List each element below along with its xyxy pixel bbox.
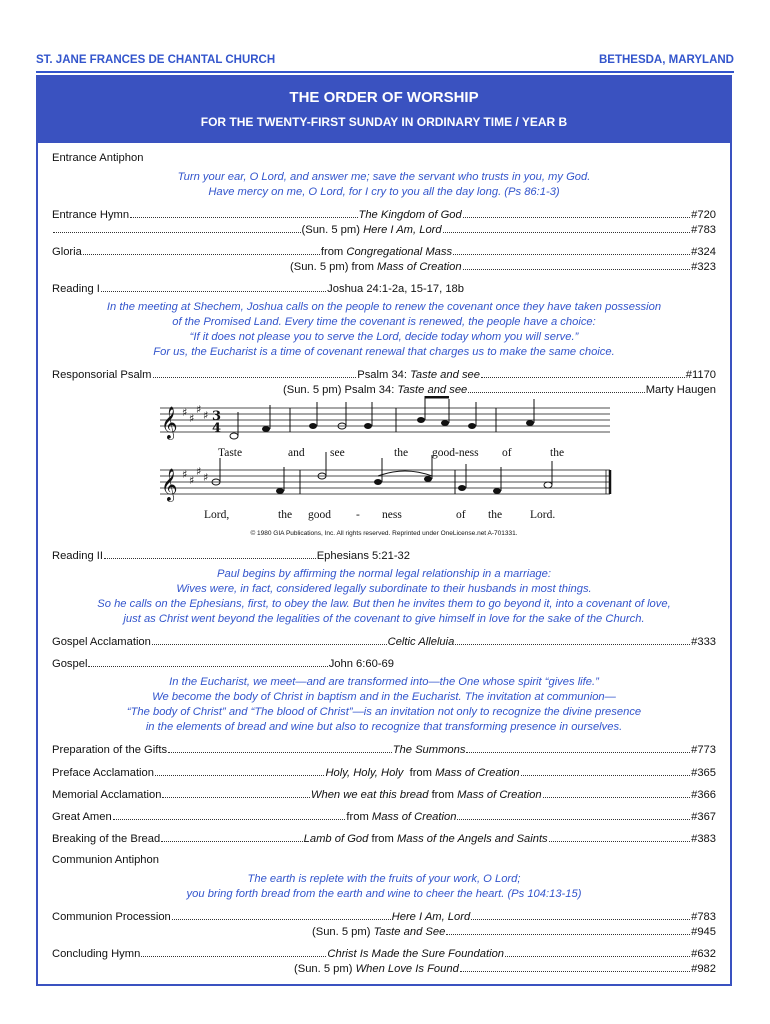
gospel-note: “The body of Christ” and “The blood of Christ”—is an invitation not only to recognize the divine presence xyxy=(126,706,642,718)
gloria-alt-title: Mass of Creation xyxy=(377,261,462,273)
communion-procession-title: Here I Am, Lord xyxy=(391,911,471,923)
gospel-acclamation-row xyxy=(52,634,716,649)
gospel-acclamation-number: #333 xyxy=(691,636,717,648)
concluding-alt-pre: (Sun. 5 pm) xyxy=(294,963,353,975)
breaking-row xyxy=(52,831,716,846)
breaking-number: #383 xyxy=(691,833,716,845)
lyric: the xyxy=(550,447,565,459)
entrance-antiphon-line: Have mercy on me, O Lord, for I cry to you all the day long. (Ps 86:1-3) xyxy=(208,186,560,198)
gospel-citation: John 6:60-69 xyxy=(328,658,394,670)
gloria-title: Congregational Mass xyxy=(346,246,453,258)
preparation-label: Preparation of the Gifts xyxy=(52,744,168,756)
preface-label: Preface Acclamation xyxy=(52,767,154,779)
svg-text:♯: ♯ xyxy=(203,471,209,484)
great-amen-label: Great Amen xyxy=(52,811,112,823)
reading2-note: So he calls on the Ephesians, first, to obey the law. But then he invites them to go beyond it, into a covenant of love, xyxy=(97,598,671,610)
entrance-hymn-label: Entrance Hymn xyxy=(52,209,130,221)
gloria-alt-pre: (Sun. 5 pm) from xyxy=(290,261,374,273)
memorial-row xyxy=(52,787,716,802)
communion-procession-label: Communion Procession xyxy=(52,911,171,923)
communion-procession-number: #783 xyxy=(691,911,716,923)
preface-number: #365 xyxy=(691,767,716,779)
lyric: of xyxy=(502,447,512,459)
lyric: see xyxy=(330,447,345,459)
lyric: ness xyxy=(382,509,402,521)
reading2-citation: Ephesians 5:21-32 xyxy=(316,550,410,562)
reading2-note: just as Christ went beyond the legalities of the covenant to give himself in love for the sake of the Church. xyxy=(123,613,645,625)
psalm-row xyxy=(52,367,716,382)
communion-procession-alt-pre: (Sun. 5 pm) xyxy=(312,926,371,938)
gospel-label: Gospel xyxy=(52,658,88,670)
great-amen-pre: from xyxy=(346,811,369,823)
psalm-pre: Psalm 34: xyxy=(357,369,407,381)
svg-text:♯: ♯ xyxy=(189,412,195,425)
lyric: Lord. xyxy=(530,509,556,521)
concluding-label: Concluding Hymn xyxy=(52,948,141,960)
communion-antiphon-line: The earth is replete with the fruits of your work, O Lord; xyxy=(247,873,521,885)
lyric: Taste xyxy=(218,447,243,459)
gospel-acclamation-label: Gospel Acclamation xyxy=(52,636,151,648)
page-header xyxy=(36,54,734,70)
title-banner xyxy=(38,77,730,143)
concluding-title: Christ Is Made the Sure Foundation xyxy=(327,948,505,960)
lyric: and xyxy=(288,447,305,459)
communion-antiphon-line: you bring forth bread from the earth and wine to cheer the heart. (Ps 104:13-15) xyxy=(186,888,582,900)
gloria-number: #324 xyxy=(691,246,716,258)
gospel-note: We become the body of Christ in baptism and in the Eucharist. The invitation at communion— xyxy=(152,691,616,703)
memorial-mid: from xyxy=(431,789,454,801)
entrance-hymn-alt-number: #783 xyxy=(691,224,717,236)
gospel-note: In the Eucharist, we meet—and are transformed into—the One whose spirit “gives life.” xyxy=(169,676,599,688)
communion-procession-row xyxy=(52,909,716,924)
reading2-label: Reading II xyxy=(52,550,103,562)
svg-text:♯: ♯ xyxy=(182,468,188,481)
psalm-number: #1170 xyxy=(685,369,717,381)
reading1-citation: Joshua 24:1-2a, 15-17, 18b xyxy=(327,283,464,295)
memorial-title: When we eat this bread xyxy=(310,789,429,801)
preparation-row xyxy=(52,742,716,757)
preface-row xyxy=(52,765,716,780)
preparation-number: #773 xyxy=(691,744,716,756)
reading1-note: “If it does not please you to serve the Lord, decide today whom you will serve.” xyxy=(189,331,579,343)
concluding-number: #632 xyxy=(691,948,716,960)
entrance-antiphon-line: Turn your ear, O Lord, and answer me; save the servant who trusts in you, my God. xyxy=(177,171,591,183)
lyric: the xyxy=(278,509,293,521)
header-rule xyxy=(36,71,734,73)
psalm-label: Responsorial Psalm xyxy=(52,369,152,381)
communion-procession-alt-row xyxy=(312,924,716,939)
reading1-note: of the Promised Land. Every time the covenant is renewed, the people have a choice: xyxy=(172,316,596,328)
communion-procession-alt-number: #945 xyxy=(691,926,716,938)
preface-title: Holy, Holy, Holy xyxy=(325,767,404,779)
gloria-alt-row xyxy=(290,259,716,274)
great-amen-number: #367 xyxy=(691,811,717,823)
music-copyright: © 1980 GIA Publications, Inc. All rights reserved. Reprinted under OneLicense.net A-701331. xyxy=(250,530,518,537)
psalm-alt-pre: (Sun. 5 pm) Psalm 34: xyxy=(283,384,395,396)
psalm-alt-title: Taste and see xyxy=(397,384,468,396)
psalm-music-score xyxy=(150,396,620,536)
entrance-hymn-alt-row xyxy=(52,222,716,237)
lyric: the xyxy=(488,509,503,521)
lyric: good xyxy=(308,509,331,521)
svg-text:♯: ♯ xyxy=(196,403,202,416)
page-title: THE ORDER OF WORSHIP xyxy=(289,89,479,106)
concluding-alt-row xyxy=(294,961,716,976)
memorial-number: #366 xyxy=(691,789,716,801)
reading1-note: In the meeting at Shechem, Joshua calls on the people to renew the covenant once they have taken possession xyxy=(106,301,662,313)
lyric: of xyxy=(456,509,466,521)
entrance-hymn-alt-pre: (Sun. 5 pm) xyxy=(301,224,360,236)
concluding-alt-number: #982 xyxy=(691,963,716,975)
breaking-mid: from xyxy=(371,833,394,845)
psalm-alt-row xyxy=(283,382,716,397)
church-location: BETHESDA, MARYLAND xyxy=(598,54,734,66)
svg-text:♯: ♯ xyxy=(196,465,202,478)
great-amen-row xyxy=(52,809,716,824)
psalm-title: Taste and see xyxy=(410,369,480,381)
gloria-alt-number: #323 xyxy=(691,261,716,273)
reading2-note: Wives were, in fact, considered legally subordinate to their husbands in most things. xyxy=(176,583,592,595)
gospel-note: in the elements of bread and wine but also to recognize that transforming presence in ourselves. xyxy=(145,721,623,733)
treble-clef-icon: 𝄞 xyxy=(161,468,178,501)
svg-text:♯: ♯ xyxy=(182,406,188,419)
reading1-row xyxy=(52,281,464,296)
concluding-alt-title: When Love Is Found xyxy=(355,963,459,975)
treble-clef-icon: 𝄞 xyxy=(161,406,178,439)
entrance-hymn-alt-title: Here I Am, Lord xyxy=(363,224,442,236)
reading2-note: Paul begins by affirming the normal legal relationship in a marriage: xyxy=(217,568,551,580)
reading1-note: For us, the Eucharist is a time of covenant renewal that charges us to make the same choice. xyxy=(153,346,615,358)
gloria-pre: from xyxy=(320,246,344,258)
church-name: ST. JANE FRANCES DE CHANTAL CHURCH xyxy=(36,54,276,66)
communion-procession-alt-title: Taste and See xyxy=(373,926,446,938)
gloria-row xyxy=(52,244,716,259)
lyric: Lord, xyxy=(204,509,230,521)
preparation-title: The Summons xyxy=(392,744,466,756)
gloria-label: Gloria xyxy=(52,246,82,258)
time-sig-top: 3 xyxy=(212,409,222,424)
entrance-hymn-number: #720 xyxy=(691,209,717,221)
great-amen-source: Mass of Creation xyxy=(371,811,457,823)
breaking-label: Breaking of the Bread xyxy=(52,833,161,845)
entrance-hymn-title: The Kingdom of God xyxy=(358,209,462,221)
breaking-title: Lamb of God xyxy=(303,833,369,845)
page-subtitle: FOR THE TWENTY-FIRST SUNDAY IN ORDINARY TIME / YEAR B xyxy=(200,115,568,129)
lyric: the xyxy=(394,447,409,459)
psalm-alt-composer: Marty Haugen xyxy=(645,384,716,396)
concluding-row xyxy=(52,946,716,961)
communion-antiphon-label: Communion Antiphon xyxy=(52,854,159,866)
lyric: good-ness xyxy=(432,447,479,459)
time-sig-bottom: 4 xyxy=(212,421,222,436)
svg-text:♯: ♯ xyxy=(189,474,195,487)
lyric: - xyxy=(356,509,360,521)
memorial-source: Mass of Creation xyxy=(457,789,542,801)
preface-mid: from xyxy=(409,767,432,779)
memorial-label: Memorial Acclamation xyxy=(52,789,162,801)
entrance-antiphon-label: Entrance Antiphon xyxy=(52,152,144,164)
breaking-source: Mass of the Angels and Saints xyxy=(396,833,548,845)
preface-source: Mass of Creation xyxy=(435,767,520,779)
gospel-row xyxy=(52,656,394,671)
entrance-hymn-row xyxy=(52,207,716,222)
reading2-row xyxy=(52,548,410,563)
reading1-label: Reading I xyxy=(52,283,100,295)
svg-text:♯: ♯ xyxy=(203,409,209,422)
gospel-acclamation-title: Celtic Alleluia xyxy=(387,636,455,648)
